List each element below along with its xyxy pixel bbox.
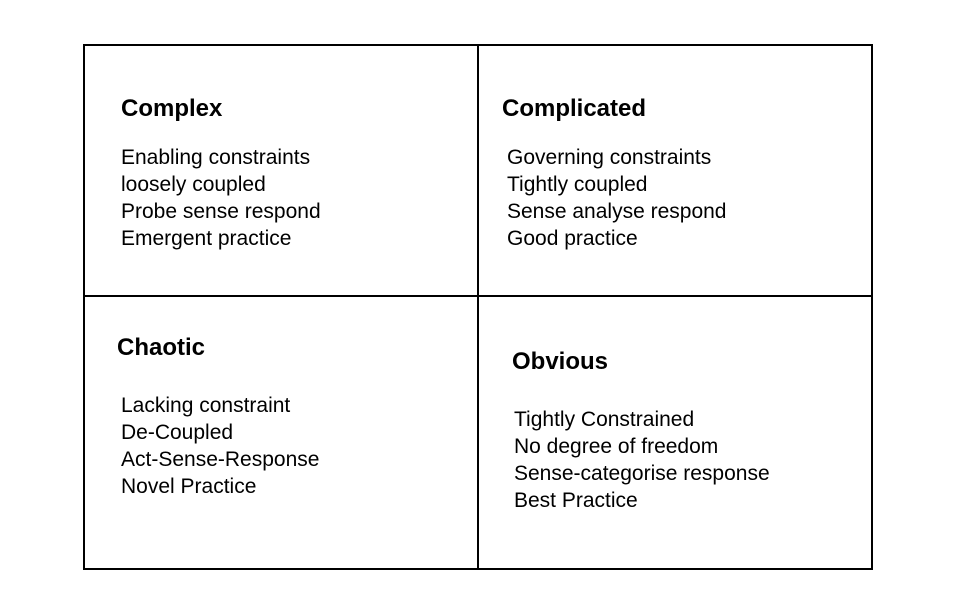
quadrant-line: Sense-categorise response	[514, 462, 770, 485]
quadrant-line: Best Practice	[514, 489, 638, 512]
quadrant-obvious	[512, 348, 770, 514]
quadrant-line: Tightly coupled	[507, 173, 648, 196]
quadrant-complex	[121, 95, 321, 252]
horizontal-divider	[83, 295, 873, 297]
quadrant-line: Probe sense respond	[121, 200, 321, 223]
quadrant-title: Complex	[121, 95, 223, 122]
quadrant-line: De-Coupled	[121, 421, 234, 444]
quadrant-lines	[121, 144, 321, 252]
quadrant-line: Lacking constraint	[121, 394, 291, 417]
quadrant-lines	[514, 406, 770, 514]
quadrant-line: Act-Sense-Response	[121, 448, 320, 471]
quadrant-title: Complicated	[502, 95, 647, 122]
quadrant-line: Governing constraints	[507, 146, 712, 169]
quadrant-line: loosely coupled	[121, 173, 266, 196]
quadrant-line: Enabling constraints	[121, 146, 311, 169]
quadrant-line: Emergent practice	[121, 227, 292, 250]
quadrant-title: Chaotic	[117, 334, 206, 361]
quadrant-lines	[507, 144, 727, 252]
quadrant-chaotic	[117, 334, 319, 500]
quadrant-line: Sense analyse respond	[507, 200, 727, 223]
quadrant-line: Novel Practice	[121, 475, 257, 498]
quadrant-lines	[121, 392, 319, 500]
quadrant-line: Tightly Constrained	[514, 408, 695, 431]
vertical-divider	[477, 44, 479, 570]
quadrant-complicated	[502, 95, 727, 252]
quadrant-title: Obvious	[512, 348, 609, 375]
quadrant-line: No degree of freedom	[514, 435, 719, 458]
quadrant-line: Good practice	[507, 227, 638, 250]
